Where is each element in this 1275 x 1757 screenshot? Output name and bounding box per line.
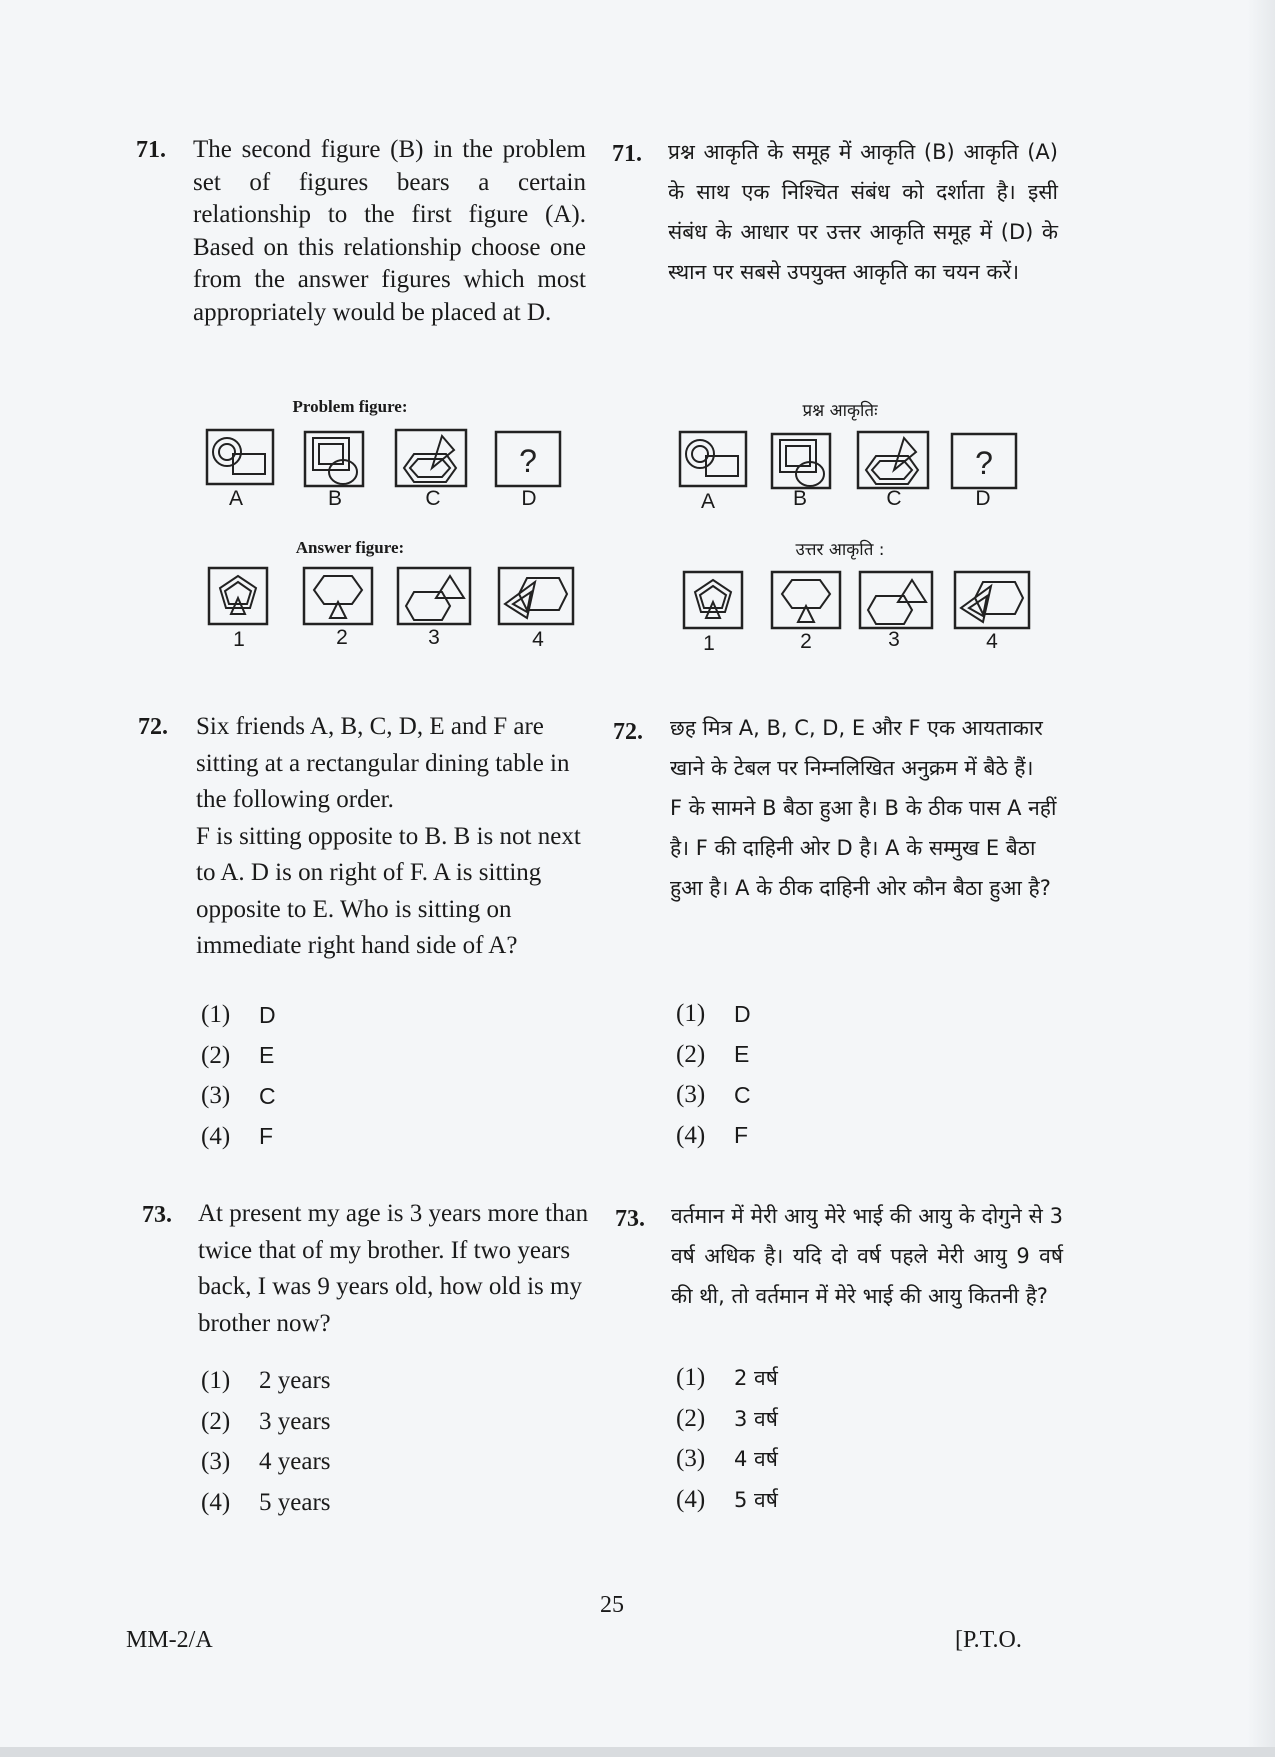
hexagon-and-nested-triangles-icon xyxy=(497,566,575,626)
answer-figure-label: 4 xyxy=(986,630,998,653)
option-2[interactable]: (2) 3 years xyxy=(201,1407,331,1435)
problem-figure-label: D xyxy=(975,487,991,510)
question-72-conditions-en: F is sitting opposite to B. B is not next to A. D is on right of F. A is sitting opposite to E. Who is sitting on immediate right hand side of A? xyxy=(196,822,581,959)
problem-figure-d-en xyxy=(494,430,562,488)
please-turn-over: [P.T.O. xyxy=(955,1627,1022,1653)
problem-figure-a-hi xyxy=(678,430,748,490)
problem-figure-b-en xyxy=(303,430,365,488)
problem-figure-label: A xyxy=(700,490,715,513)
hexagon-and-triangles-icon xyxy=(858,570,934,630)
answer-figure-label: 3 xyxy=(428,626,440,649)
answer-figure-1-en[interactable] xyxy=(207,566,269,626)
option-3[interactable]: (3) C xyxy=(201,1082,276,1110)
option-2[interactable]: (2) E xyxy=(676,1040,750,1068)
svg-text:?: ? xyxy=(519,443,537,479)
question-72-text-en xyxy=(196,709,596,965)
option-1[interactable]: (1) D xyxy=(201,1001,276,1029)
answer-figure-label: 3 xyxy=(888,628,900,651)
option-1[interactable]: (1) 2 वर्ष xyxy=(676,1364,778,1392)
hexagons-and-triangle-icon xyxy=(394,428,468,488)
circles-and-rectangle-icon xyxy=(678,430,748,490)
answer-figure-label: 4 xyxy=(532,628,544,651)
answer-figure-1-hi[interactable] xyxy=(682,570,744,630)
question-72-number-en: 72. xyxy=(138,714,168,740)
problem-figure-label: B xyxy=(327,487,342,510)
option-1[interactable]: (1) D xyxy=(676,1000,751,1028)
problem-figure-title-hi: प्रश्न आकृतिः xyxy=(802,401,878,421)
option-4[interactable]: (4) 5 वर्ष xyxy=(676,1485,778,1513)
answer-figure-label: 1 xyxy=(233,628,245,651)
problem-figure-label: C xyxy=(425,487,441,510)
question-mark-icon xyxy=(950,432,1018,490)
squares-and-circle-icon xyxy=(303,430,365,488)
question-72-options-hi xyxy=(676,994,751,1156)
question-72-stem-hi: छह मित्र A, B, C, D, E और F एक आयताकार खाने के टेबल पर निम्नलिखित अनुक्रम में बैठे हैं। xyxy=(670,716,1043,780)
pentagons-and-triangle-icon xyxy=(207,566,269,626)
page-bottom-edge xyxy=(0,1747,1275,1757)
circles-and-rectangle-icon xyxy=(205,428,275,488)
question-73-text-en: At present my age is 3 years more than twice that of my brother. If two years back, I was 9 years old, how old is my brother now? xyxy=(198,1200,589,1337)
question-71-text-hi: प्रश्न आकृति के समूह में आकृति (B) आकृति (A) के साथ एक निश्चित संबंध को दर्शाता है। इसी संबंध के आधार पर उत्तर आकृति समूह में (D) के स्थान पर सबसे उपयुक्त आकृति का चयन करें। xyxy=(668,140,1058,284)
pentagons-and-triangle-icon xyxy=(682,570,744,630)
question-71-number-en: 71. xyxy=(136,137,166,163)
answer-figure-2-hi[interactable] xyxy=(770,570,842,630)
question-mark-icon xyxy=(494,430,562,488)
answer-figure-3-hi[interactable] xyxy=(858,570,934,630)
question-72-number-hi: 72. xyxy=(613,719,643,745)
problem-figure-c-hi xyxy=(856,430,930,490)
option-4[interactable]: (4) 5 years xyxy=(201,1488,331,1516)
option-3[interactable]: (3) C xyxy=(676,1081,751,1109)
question-71-number-hi: 71. xyxy=(612,141,642,167)
question-73-number-hi: 73. xyxy=(615,1206,645,1232)
hexagon-and-nested-triangles-icon xyxy=(953,570,1031,630)
question-71-text-en: The second figure (B) in the problem set of figures bears a certain relationship to the first figure (A). Based on this relationship choose one from the answer figures which most appropriately would be placed at D. xyxy=(193,136,586,326)
option-3[interactable]: (3) 4 वर्ष xyxy=(676,1445,778,1473)
option-3[interactable]: (3) 4 years xyxy=(201,1448,331,1476)
answer-figure-4-hi[interactable] xyxy=(953,570,1031,630)
page-number: 25 xyxy=(600,1592,624,1618)
page-edge-shadow xyxy=(1247,0,1275,1757)
question-73-text-hi: वर्तमान में मेरी आयु मेरे भाई की आयु के दोगुने से 3 वर्ष अधिक है। यदि दो वर्ष पहले मेरी आयु 9 वर्ष की थी, तो वर्तमान में मेरे भाई की आयु कितनी है? xyxy=(671,1204,1063,1308)
problem-figure-a-en xyxy=(205,428,275,488)
answer-figure-2-en[interactable] xyxy=(302,566,374,626)
question-72-text-hi xyxy=(670,708,1062,908)
hexagons-and-triangle-icon xyxy=(856,430,930,490)
problem-figure-label: D xyxy=(521,487,537,510)
option-2[interactable]: (2) E xyxy=(201,1041,275,1069)
answer-figure-3-en[interactable] xyxy=(396,566,472,626)
hexagon-and-triangle-icon xyxy=(770,570,842,630)
problem-figure-b-hi xyxy=(770,432,832,490)
problem-figure-c-en xyxy=(394,428,468,488)
hexagon-and-triangle-icon xyxy=(302,566,374,626)
question-72-options-en xyxy=(201,995,276,1157)
question-72-stem-en: Six friends A, B, C, D, E and F are sitting at a rectangular dining table in the following order. xyxy=(196,713,570,813)
option-1[interactable]: (1) 2 years xyxy=(201,1367,331,1395)
squares-and-circle-icon xyxy=(770,432,832,490)
question-73-options-hi xyxy=(676,1358,778,1520)
answer-figure-label: 2 xyxy=(800,630,812,653)
paper-code: MM-2/A xyxy=(126,1627,213,1653)
option-4[interactable]: (4) F xyxy=(676,1121,749,1149)
answer-figure-title-hi: उत्तर आकृति : xyxy=(795,540,885,560)
problem-figure-d-hi xyxy=(950,432,1018,490)
problem-figure-label: C xyxy=(886,487,902,510)
option-4[interactable]: (4) F xyxy=(201,1122,274,1150)
problem-figure-title-en: Problem figure: xyxy=(292,397,408,416)
svg-text:?: ? xyxy=(975,445,993,481)
answer-figure-title-en: Answer figure: xyxy=(295,538,405,557)
question-72-conditions-hi: F के सामने B बैठा हुआ है। B के ठीक पास A नहीं है। F की दाहिनी ओर D है। A के सम्मुख E बैठा हुआ है। A के ठीक दाहिनी ओर कौन बैठा हुआ है? xyxy=(670,796,1057,900)
answer-figure-4-en[interactable] xyxy=(497,566,575,626)
answer-figure-label: 1 xyxy=(703,632,715,655)
hexagon-and-triangles-icon xyxy=(396,566,472,626)
answer-figure-label: 2 xyxy=(336,626,348,649)
option-2[interactable]: (2) 3 वर्ष xyxy=(676,1404,778,1432)
problem-figure-label: A xyxy=(228,487,243,510)
question-73-number-en: 73. xyxy=(142,1202,172,1228)
problem-figure-label: B xyxy=(792,487,807,510)
question-73-options-en xyxy=(201,1361,331,1523)
